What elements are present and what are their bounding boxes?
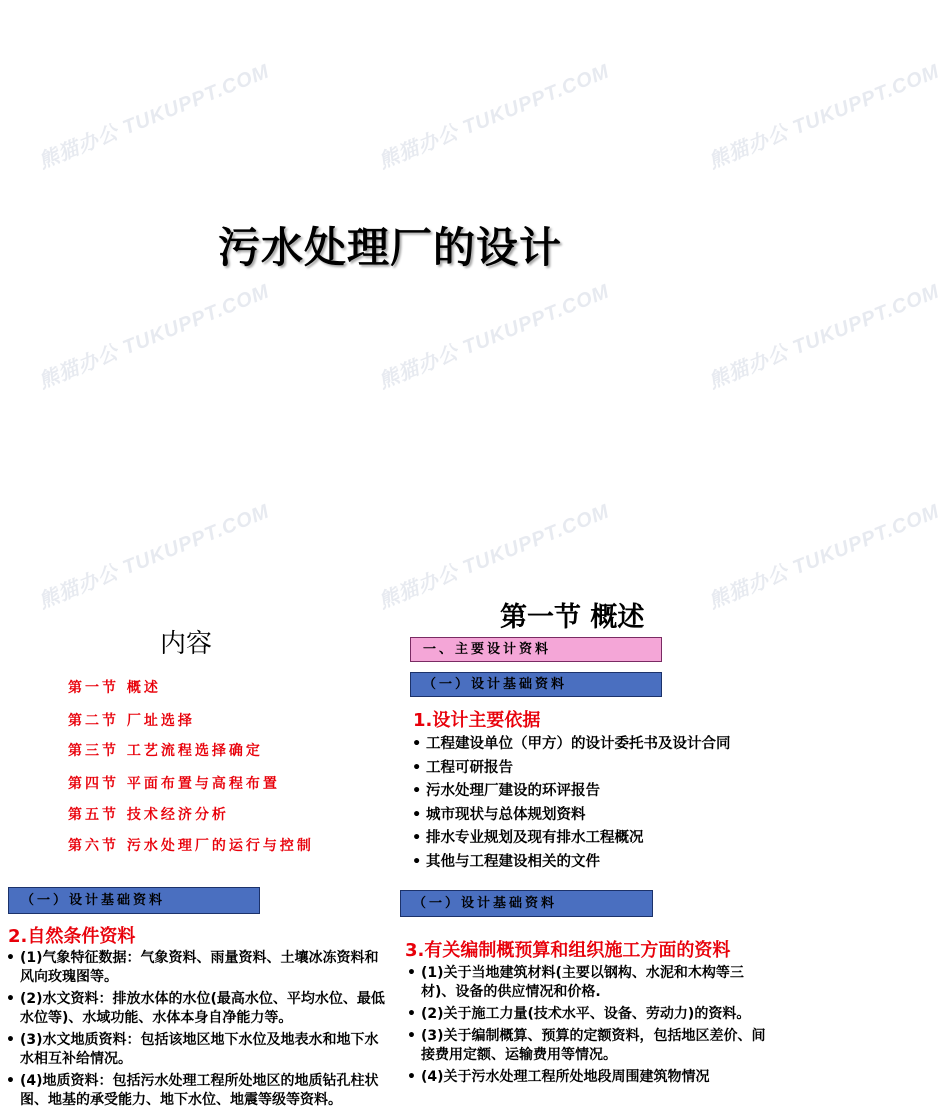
natural-conditions-heading: 2.自然条件资料 bbox=[8, 926, 136, 947]
watermark: 熊猫办公 TUKUPPT.COM bbox=[35, 280, 273, 394]
watermark: 熊猫办公 TUKUPPT.COM bbox=[705, 280, 943, 394]
watermark: 熊猫办公 TUKUPPT.COM bbox=[375, 60, 613, 174]
list-item: • (1)关于当地建筑材料(主要以钢构、水泥和木构等三材)、设备的供应情况和价格. bbox=[405, 964, 773, 1002]
design-basis-bar: （一）设计基础资料 bbox=[8, 887, 260, 914]
design-basis-bar: （一）设计基础资料 bbox=[410, 672, 662, 697]
watermark: 熊猫办公 TUKUPPT.COM bbox=[35, 500, 273, 614]
list-item: • 排水专业规划及现有排水工程概况 bbox=[410, 827, 780, 851]
toc-heading: 内容 bbox=[160, 629, 213, 659]
watermark: 熊猫办公 TUKUPPT.COM bbox=[35, 60, 273, 174]
watermark: 熊猫办公 TUKUPPT.COM bbox=[705, 500, 943, 614]
toc-item[interactable]: 第一节 概述 bbox=[68, 680, 161, 696]
toc-slide bbox=[0, 575, 390, 875]
watermark: 熊猫办公 TUKUPPT.COM bbox=[375, 280, 613, 394]
list-item: • (4)地质资料：包括污水处理工程所处地区的地质钻孔柱状图、地基的承受能力、地下水位、地震等级等资料。 bbox=[4, 1072, 388, 1110]
toc-item[interactable]: 第四节 平面布置与高程布置 bbox=[68, 776, 280, 792]
budget-heading: 3.有关编制概预算和组织施工方面的资料 bbox=[405, 940, 731, 961]
toc-item[interactable]: 第二节 厂址选择 bbox=[68, 713, 195, 729]
design-basis-heading: 1.设计主要依据 bbox=[413, 710, 541, 731]
list-item: • (1)气象特征数据：气象资料、雨量资料、土壤冰冻资料和风向玫瑰图等。 bbox=[4, 949, 388, 987]
list-item: • 其他与工程建设相关的文件 bbox=[410, 851, 780, 875]
title-slide bbox=[0, 0, 780, 560]
toc-item[interactable]: 第六节 污水处理厂的运行与控制 bbox=[68, 838, 314, 854]
section-title: 第一节 概述 bbox=[500, 602, 645, 633]
main-data-bar: 一、主要设计资料 bbox=[410, 637, 662, 662]
list-item: • 工程可研报告 bbox=[410, 757, 780, 781]
list-item: • 工程建设单位（甲方）的设计委托书及设计合同 bbox=[410, 733, 780, 757]
budget-list bbox=[405, 964, 773, 1090]
watermark: 熊猫办公 TUKUPPT.COM bbox=[375, 500, 613, 614]
toc-item[interactable]: 第五节 技术经济分析 bbox=[68, 807, 229, 823]
toc-item[interactable]: 第三节 工艺流程选择确定 bbox=[68, 743, 263, 759]
list-item: • (3)关于编制概算、预算的定额资料，包括地区差价、间接费用定额、运输费用等情况。 bbox=[405, 1027, 773, 1065]
list-item: • (3)水文地质资料：包括该地区地下水位及地表水和地下水水相互补给情况。 bbox=[4, 1031, 388, 1069]
list-item: • (2)水文资料：排放水体的水位(最高水位、平均水位、最低水位等)、水域功能、水体本身自净能力等。 bbox=[4, 990, 388, 1028]
list-item: • (2)关于施工力量(技术水平、设备、劳动力)的资料。 bbox=[405, 1005, 773, 1024]
design-basis-bar: （一）设计基础资料 bbox=[400, 890, 653, 917]
natural-conditions-list bbox=[4, 949, 388, 1113]
list-item: • 污水处理厂建设的环评报告 bbox=[410, 780, 780, 804]
list-item: • 城市现状与总体规划资料 bbox=[410, 804, 780, 828]
design-basis-list bbox=[410, 733, 780, 874]
list-item: • (4)关于污水处理工程所处地段周围建筑物情况 bbox=[405, 1068, 773, 1087]
main-title: 污水处理厂的设计 bbox=[217, 223, 562, 272]
watermark: 熊猫办公 TUKUPPT.COM bbox=[705, 60, 943, 174]
